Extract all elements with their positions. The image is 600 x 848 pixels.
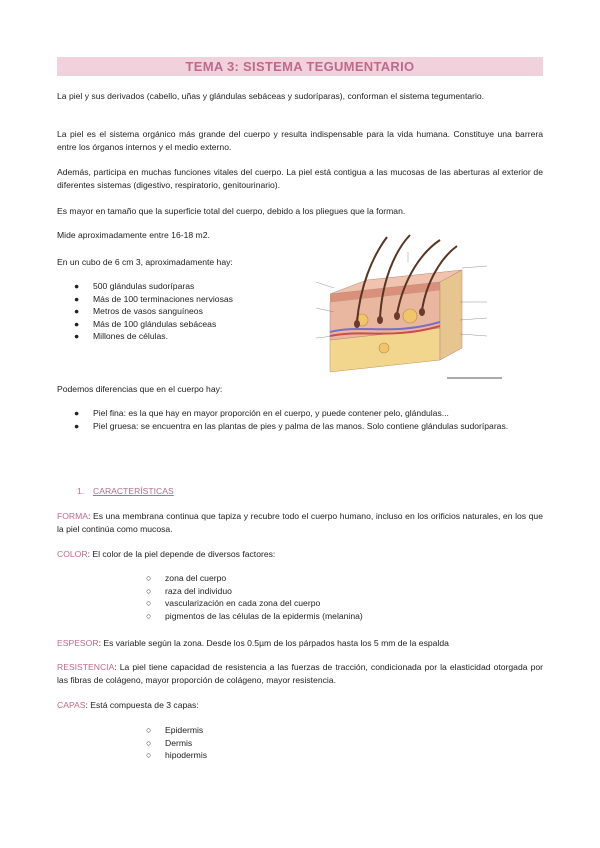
list-item: ○ zona del cuerpo: [146, 573, 227, 583]
forma-paragraph: FORMA: Es una membrana continua que tapiza y recubre todo el cuerpo humano, incluso en los orificios naturales, en los que la piel continúa como mucosa.: [57, 511, 543, 534]
list-item: ● 500 glándulas sudoríparas: [74, 281, 195, 291]
color-paragraph: COLOR: El color de la piel depende de diversos factores:: [57, 549, 276, 559]
list-item: ○ raza del individuo: [146, 585, 232, 596]
resistencia-paragraph: RESISTENCIA: La piel tiene capacidad de resistencia a las fuerzas de tracción, condicionada por la elasticidad otorgada por las fibras de colágeno, mayor proporción de colágeno, mayor resistencia.: [57, 662, 543, 685]
skin-types-list: [74, 407, 543, 432]
intro-paragraph: La piel y sus derivados (cabello, uñas y glándulas sebáceas y sudoríparas), conforman el sistema tegumentario.: [57, 91, 485, 101]
resistencia-label: RESISTENCIA: [57, 662, 115, 672]
list-item: ● Metros de vasos sanguíneos: [74, 306, 203, 317]
list-item: ● Más de 100 terminaciones nerviosas: [74, 293, 233, 304]
capas-paragraph: CAPAS: Está compuesta de 3 capas:: [57, 700, 199, 710]
paragraph-cube: En un cubo de 6 cm 3, aproximadamente hay:: [57, 257, 233, 267]
list-item: ○ Epidermis: [146, 725, 204, 735]
paragraph-largest-organ: La piel es el sistema orgánico más grande del cuerpo y resulta indispensable para la vida humana. Constituye una barrera entre los órganos internos y el medio externo.: [57, 129, 543, 152]
list-item: ○ Dermis: [146, 737, 193, 748]
list-item: ○ pigmentos de las células de la epidermis (melanina): [146, 610, 363, 621]
cube-contents-list: [74, 280, 233, 343]
list-item: ● Millones de células.: [74, 331, 168, 342]
paragraph-differences: Podemos diferencias que en el cuerpo hay:: [57, 384, 223, 394]
paragraph-measure: Mide aproximadamente entre 16-18 m2.: [57, 230, 210, 240]
list-item: ○ vascularización en cada zona del cuerpo: [146, 598, 321, 609]
page-title: TEMA 3: SISTEMA TEGUMENTARIO: [185, 59, 415, 74]
forma-label: FORMA: [57, 511, 89, 521]
paragraph-size: Es mayor en tamaño que la superficie total del cuerpo, debido a los pliegues que la forman.: [57, 206, 406, 216]
list-item: ● Más de 100 glándulas sebáceas: [74, 318, 217, 329]
paragraph-functions: Además, participa en muchas funciones vitales del cuerpo. La piel está contigua a las mucosas de las aberturas al exterior de diferentes sistemas (digestivo, respiratorio, genitourinario).: [57, 167, 543, 190]
list-item: ● Piel fina: es la que hay en mayor proporción en el cuerpo, y puede contener pelo, glándulas...: [74, 408, 449, 418]
capas-label: CAPAS: [57, 700, 86, 710]
espesor-label: ESPESOR: [57, 638, 99, 648]
skin-cross-section-illustration: [312, 232, 508, 382]
espesor-paragraph: ESPESOR: Es variable según la zona. Desde los 0.5µm de los párpados hasta los 5 mm de la espalda: [57, 638, 449, 648]
color-factors-list: [146, 572, 363, 622]
color-label: COLOR: [57, 549, 88, 559]
section-heading: 1. CARACTERÍSTICAS: [77, 486, 174, 496]
list-item: ● Piel gruesa: se encuentra en las plantas de pies y palma de las manos. Solo contiene glándulas sudoríparas.: [74, 420, 509, 431]
capas-list: [146, 724, 208, 762]
list-item: ○ hipodermis: [146, 750, 208, 761]
